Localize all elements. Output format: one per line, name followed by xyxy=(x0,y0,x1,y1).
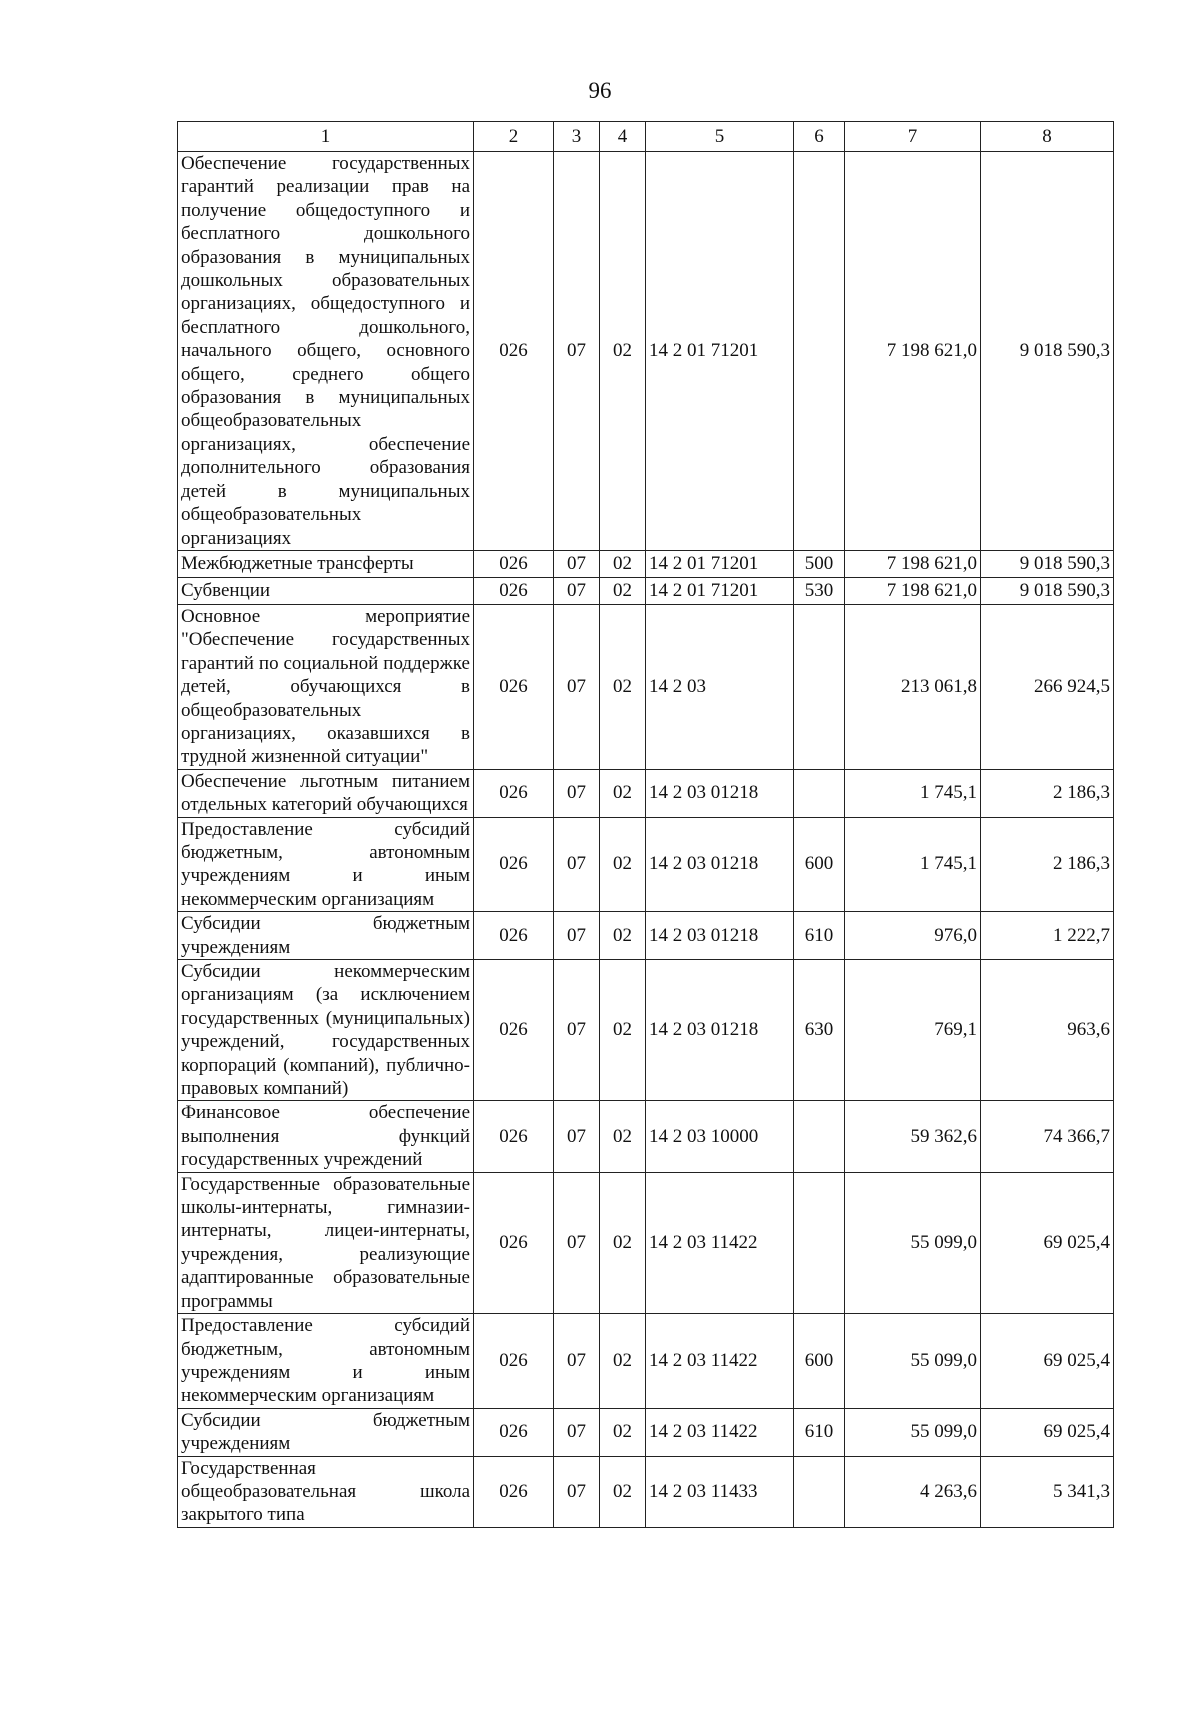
cell-ved: 026 xyxy=(474,960,554,1101)
row-name: Субвенции xyxy=(178,577,474,604)
cell-csr: 14 2 01 71201 xyxy=(646,152,794,551)
cell-sum-2: 2 186,3 xyxy=(981,817,1114,912)
cell-ved: 026 xyxy=(474,1101,554,1172)
cell-pr: 02 xyxy=(600,152,646,551)
cell-ved: 026 xyxy=(474,817,554,912)
cell-ved: 026 xyxy=(474,550,554,577)
cell-csr: 14 2 03 11433 xyxy=(646,1456,794,1527)
cell-pr: 02 xyxy=(600,1172,646,1313)
cell-rz: 07 xyxy=(554,1101,600,1172)
cell-ved: 026 xyxy=(474,1408,554,1456)
table-row xyxy=(178,1172,1114,1313)
cell-csr: 14 2 03 11422 xyxy=(646,1408,794,1456)
cell-sum-2: 69 025,4 xyxy=(981,1172,1114,1313)
row-name: Субсидии бюджетным учреждениям xyxy=(178,912,474,960)
cell-sum-1: 7 198 621,0 xyxy=(845,577,981,604)
header-cell: 6 xyxy=(794,122,845,152)
cell-rz: 07 xyxy=(554,550,600,577)
table-row xyxy=(178,912,1114,960)
cell-rz: 07 xyxy=(554,1408,600,1456)
cell-vr xyxy=(794,769,845,817)
cell-csr: 14 2 03 01218 xyxy=(646,960,794,1101)
header-cell: 8 xyxy=(981,122,1114,152)
cell-sum-1: 213 061,8 xyxy=(845,604,981,769)
cell-csr: 14 2 01 71201 xyxy=(646,550,794,577)
cell-sum-2: 1 222,7 xyxy=(981,912,1114,960)
row-name: Предоставление субсидий бюджетным, автономным учреждениям и иным некоммерческим организациям xyxy=(178,817,474,912)
cell-rz: 07 xyxy=(554,1456,600,1527)
cell-vr xyxy=(794,1456,845,1527)
cell-pr: 02 xyxy=(600,1314,646,1409)
row-name: Субсидии некоммерческим организациям (за исключением государственных (муниципальных) учреждений, государственных корпораций (компаний), публично-правовых компаний) xyxy=(178,960,474,1101)
cell-vr: 600 xyxy=(794,1314,845,1409)
cell-pr: 02 xyxy=(600,817,646,912)
header-cell: 2 xyxy=(474,122,554,152)
cell-csr: 14 2 03 01218 xyxy=(646,769,794,817)
cell-ved: 026 xyxy=(474,152,554,551)
table-row xyxy=(178,1314,1114,1409)
table-row xyxy=(178,1408,1114,1456)
row-name: Предоставление субсидий бюджетным, автономным учреждениям и иным некоммерческим организациям xyxy=(178,1314,474,1409)
cell-sum-1: 7 198 621,0 xyxy=(845,152,981,551)
cell-pr: 02 xyxy=(600,769,646,817)
row-name: Финансовое обеспечение выполнения функций государственных учреждений xyxy=(178,1101,474,1172)
cell-csr: 14 2 03 11422 xyxy=(646,1314,794,1409)
cell-sum-2: 2 186,3 xyxy=(981,769,1114,817)
table-row xyxy=(178,1101,1114,1172)
table-row xyxy=(178,152,1114,551)
row-name: Основное мероприятие "Обеспечение государственных гарантий по социальной поддержке детей, обучающихся в общеобразовательных организациях, оказавшихся в трудной жизненной ситуации" xyxy=(178,604,474,769)
row-name: Обеспечение государственных гарантий реализации прав на получение общедоступного и бесплатного дошкольного образования в муниципальных дошкольных образовательных организациях, общедоступного и бесплатного дошкольного, начального общего, основного общего, среднего общего образования в муниципальных общеобразовательных организациях, обеспечение дополнительного образования детей в муниципальных общеобразовательных организациях xyxy=(178,152,474,551)
cell-rz: 07 xyxy=(554,1172,600,1313)
cell-ved: 026 xyxy=(474,1456,554,1527)
cell-ved: 026 xyxy=(474,604,554,769)
cell-vr: 500 xyxy=(794,550,845,577)
cell-vr xyxy=(794,1101,845,1172)
cell-rz: 07 xyxy=(554,577,600,604)
row-name: Государственные образовательные школы-интернаты, гимназии-интернаты, лицеи-интернаты, учреждения, реализующие адаптированные образовательные программы xyxy=(178,1172,474,1313)
cell-sum-1: 976,0 xyxy=(845,912,981,960)
row-name: Межбюджетные трансферты xyxy=(178,550,474,577)
cell-vr: 600 xyxy=(794,817,845,912)
cell-ved: 026 xyxy=(474,769,554,817)
cell-sum-2: 5 341,3 xyxy=(981,1456,1114,1527)
row-name: Обеспечение льготным питанием отдельных категорий обучающихся xyxy=(178,769,474,817)
cell-sum-2: 266 924,5 xyxy=(981,604,1114,769)
cell-pr: 02 xyxy=(600,960,646,1101)
header-cell: 5 xyxy=(646,122,794,152)
cell-pr: 02 xyxy=(600,1456,646,1527)
cell-sum-1: 59 362,6 xyxy=(845,1101,981,1172)
cell-sum-2: 69 025,4 xyxy=(981,1314,1114,1409)
table-row xyxy=(178,1456,1114,1527)
header-cell: 7 xyxy=(845,122,981,152)
cell-pr: 02 xyxy=(600,1101,646,1172)
row-name: Субсидии бюджетным учреждениям xyxy=(178,1408,474,1456)
cell-vr xyxy=(794,1172,845,1313)
cell-vr xyxy=(794,152,845,551)
cell-sum-1: 1 745,1 xyxy=(845,817,981,912)
cell-rz: 07 xyxy=(554,152,600,551)
cell-sum-2: 9 018 590,3 xyxy=(981,152,1114,551)
cell-csr: 14 2 03 10000 xyxy=(646,1101,794,1172)
header-cell: 3 xyxy=(554,122,600,152)
table-row xyxy=(178,960,1114,1101)
header-cell: 4 xyxy=(600,122,646,152)
cell-rz: 07 xyxy=(554,769,600,817)
cell-ved: 026 xyxy=(474,577,554,604)
cell-sum-1: 55 099,0 xyxy=(845,1408,981,1456)
cell-sum-2: 69 025,4 xyxy=(981,1408,1114,1456)
cell-csr: 14 2 01 71201 xyxy=(646,577,794,604)
header-row xyxy=(178,122,1114,152)
cell-csr: 14 2 03 11422 xyxy=(646,1172,794,1313)
cell-ved: 026 xyxy=(474,1172,554,1313)
cell-vr: 530 xyxy=(794,577,845,604)
cell-pr: 02 xyxy=(600,912,646,960)
table-row xyxy=(178,577,1114,604)
cell-rz: 07 xyxy=(554,604,600,769)
cell-sum-1: 55 099,0 xyxy=(845,1172,981,1313)
cell-pr: 02 xyxy=(600,577,646,604)
cell-ved: 026 xyxy=(474,1314,554,1409)
cell-sum-2: 963,6 xyxy=(981,960,1114,1101)
page-number: 96 xyxy=(588,78,612,103)
table-row xyxy=(178,604,1114,769)
cell-pr: 02 xyxy=(600,604,646,769)
table-row xyxy=(178,769,1114,817)
cell-sum-1: 1 745,1 xyxy=(845,769,981,817)
row-name: Государственная общеобразовательная школа закрытого типа xyxy=(178,1456,474,1527)
cell-ved: 026 xyxy=(474,912,554,960)
cell-sum-1: 7 198 621,0 xyxy=(845,550,981,577)
table-row xyxy=(178,817,1114,912)
cell-pr: 02 xyxy=(600,550,646,577)
cell-sum-1: 4 263,6 xyxy=(845,1456,981,1527)
cell-rz: 07 xyxy=(554,1314,600,1409)
cell-rz: 07 xyxy=(554,912,600,960)
cell-vr: 610 xyxy=(794,912,845,960)
cell-sum-1: 55 099,0 xyxy=(845,1314,981,1409)
cell-vr: 610 xyxy=(794,1408,845,1456)
cell-pr: 02 xyxy=(600,1408,646,1456)
budget-table xyxy=(177,121,1114,1528)
cell-sum-2: 9 018 590,3 xyxy=(981,577,1114,604)
cell-rz: 07 xyxy=(554,960,600,1101)
cell-vr: 630 xyxy=(794,960,845,1101)
cell-csr: 14 2 03 01218 xyxy=(646,912,794,960)
header-cell: 1 xyxy=(178,122,474,152)
cell-rz: 07 xyxy=(554,817,600,912)
cell-csr: 14 2 03 xyxy=(646,604,794,769)
cell-sum-1: 769,1 xyxy=(845,960,981,1101)
cell-sum-2: 74 366,7 xyxy=(981,1101,1114,1172)
table-row xyxy=(178,550,1114,577)
cell-csr: 14 2 03 01218 xyxy=(646,817,794,912)
cell-vr xyxy=(794,604,845,769)
cell-sum-2: 9 018 590,3 xyxy=(981,550,1114,577)
